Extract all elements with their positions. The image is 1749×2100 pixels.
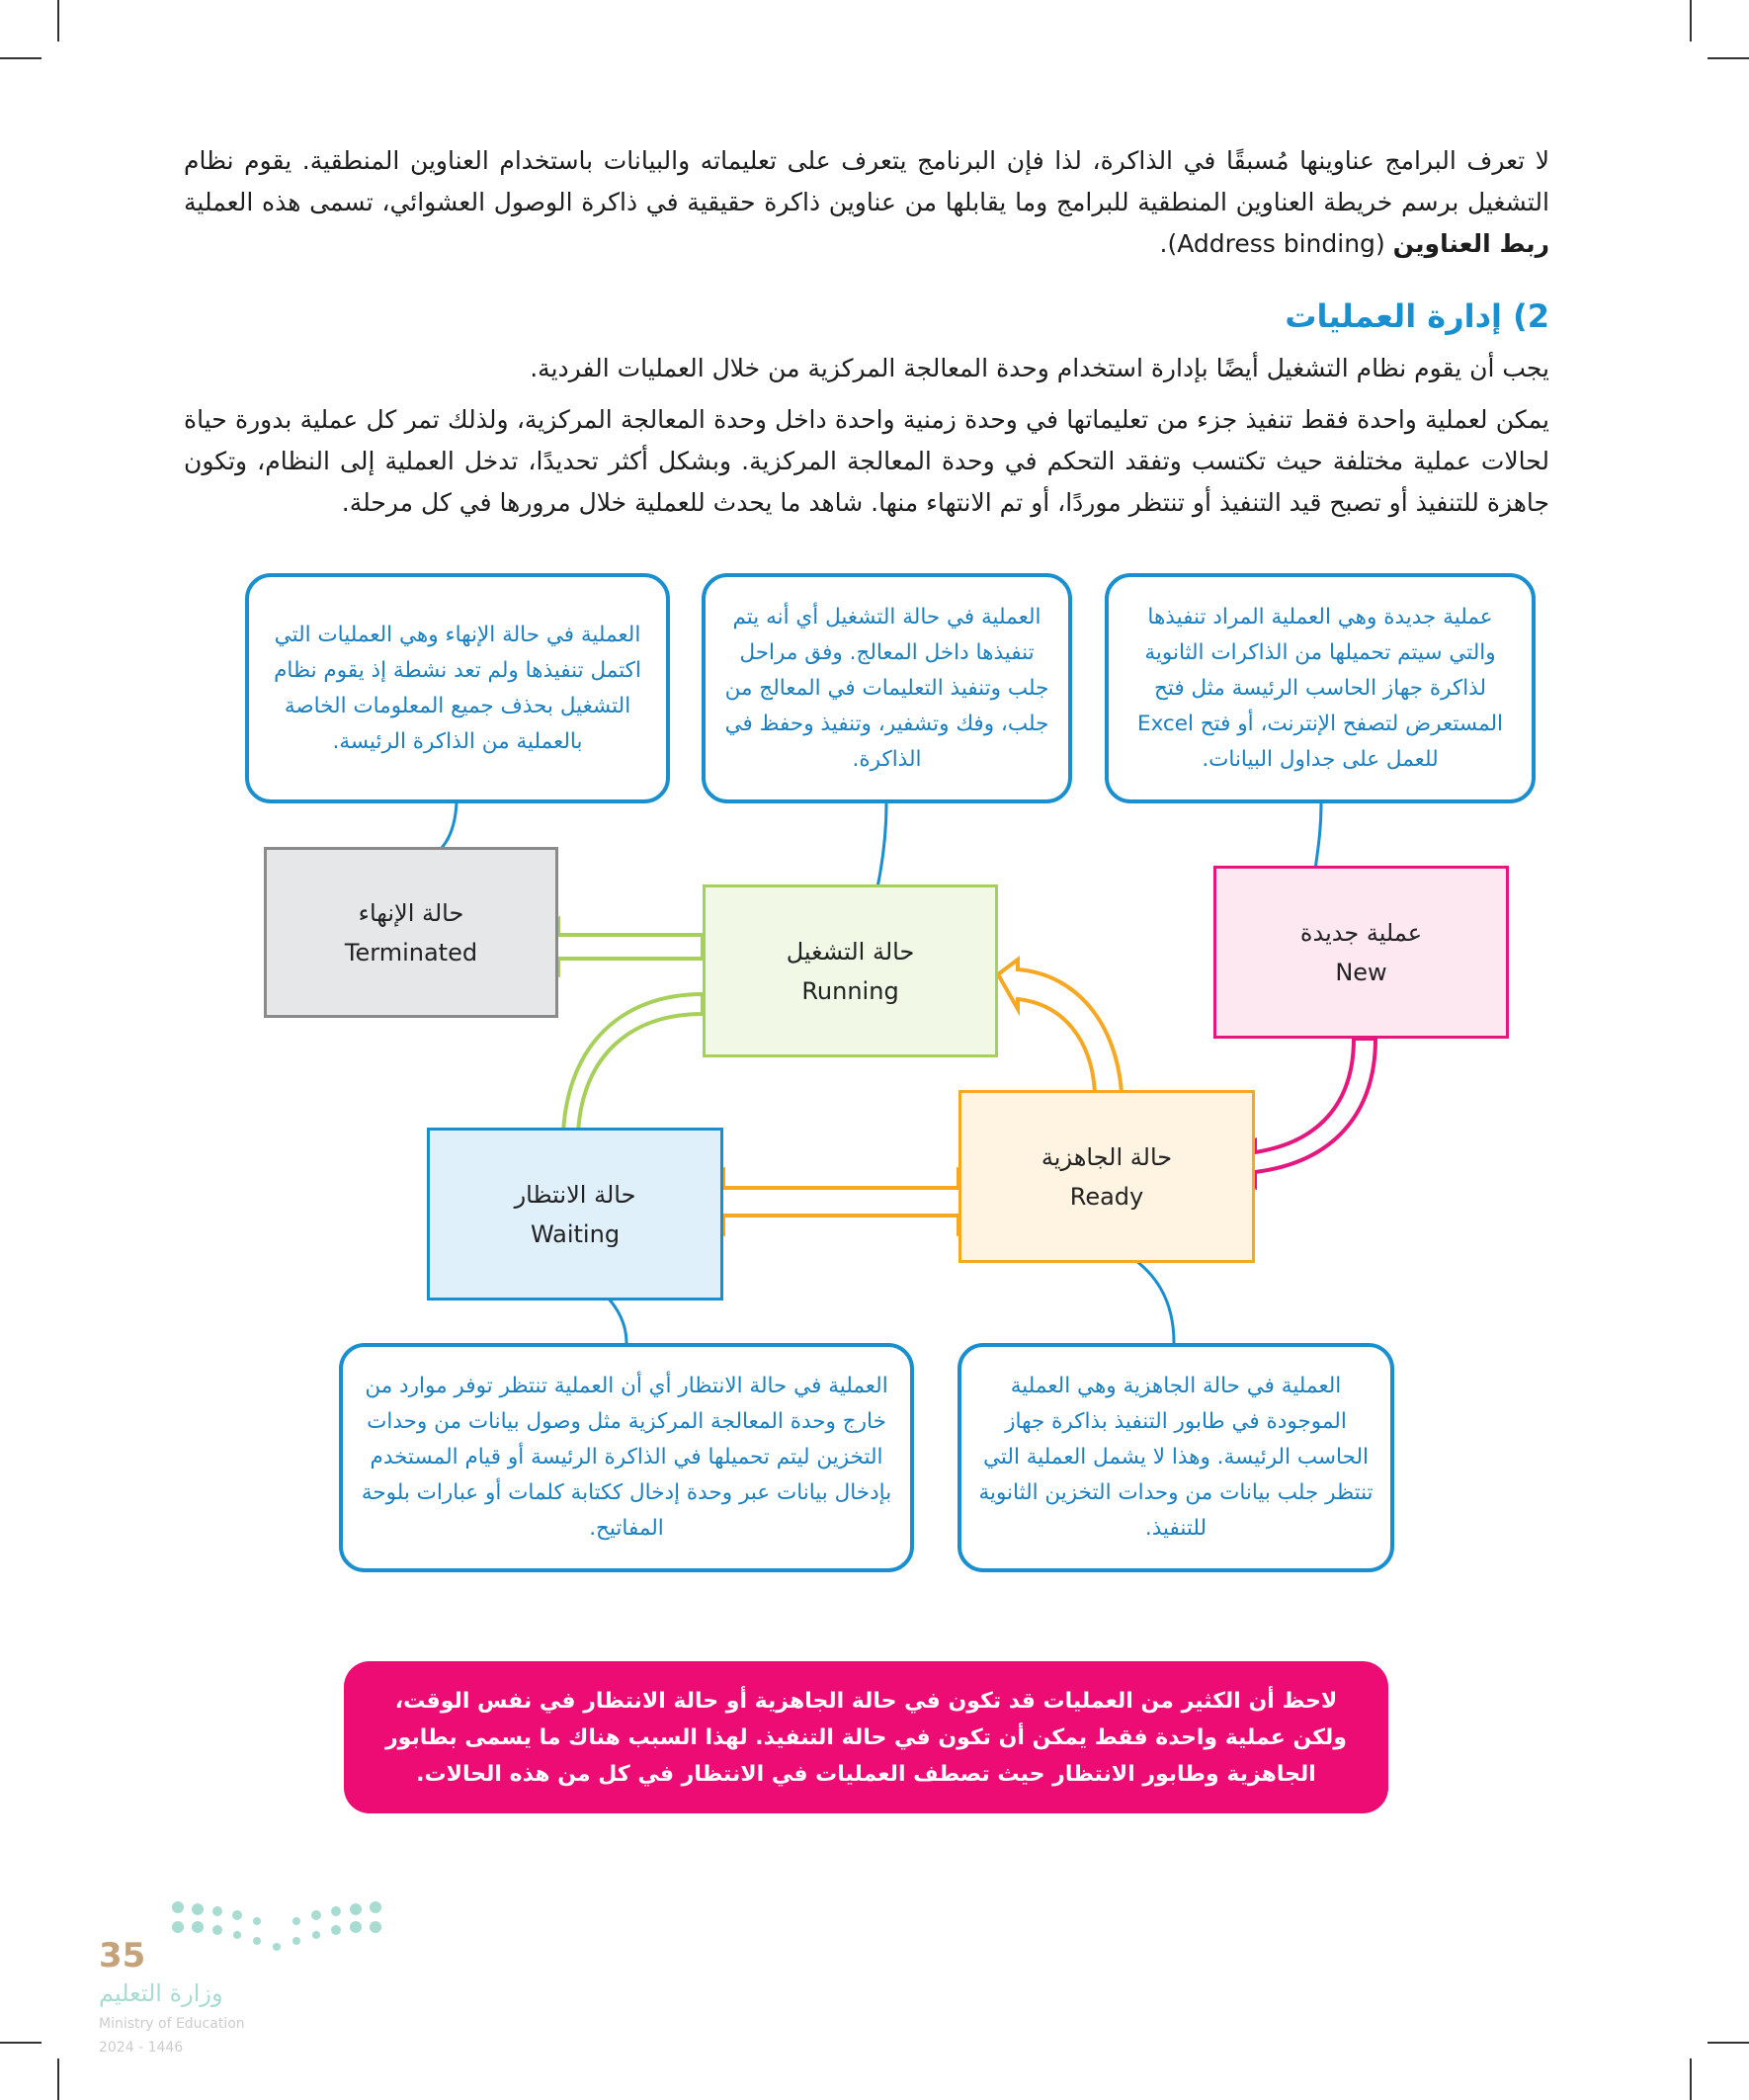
- state-terminated: [264, 847, 558, 1018]
- state-label-ar: حالة الجاهزية: [1041, 1142, 1173, 1171]
- state-label-ar: حالة الانتظار: [514, 1180, 636, 1209]
- state-label-ar: عملية جديدة: [1299, 918, 1423, 947]
- section-heading: 2) إدارة العمليات: [1285, 297, 1549, 335]
- callout-terminated: العملية في حالة الإنهاء وهي العمليات التي اكتمل تنفيذها ولم تعد نشطة إذ يقوم نظام التشغيل بحذف جميع المعلومات الخاصة بالعملية من الذاكرة الرئيسة.: [245, 573, 670, 803]
- crop-mark: [57, 0, 59, 42]
- state-label-en: Running: [801, 976, 899, 1005]
- footer-logo: [99, 1897, 356, 2085]
- process-state-diagram: [0, 573, 1749, 1828]
- text-section: [184, 0, 1549, 524]
- callout-running: العملية في حالة التشغيل أي أنه يتم تنفيذها داخل المعالج. وفق مراحل جلب وتنفيذ التعليمات في المعالج من جلب، وفك وتشفير، وتنفيذ وحفظ في الذاكرة.: [702, 573, 1072, 803]
- crop-mark: [1707, 57, 1749, 59]
- ministry-logo-icon: [168, 1897, 395, 1959]
- state-waiting: [427, 1128, 723, 1301]
- ministry-name-en: Ministry of Education: [99, 2016, 245, 2032]
- state-label-en: Terminated: [344, 938, 478, 966]
- state-label-ar: حالة التشغيل: [786, 937, 915, 966]
- year: 2024 - 1446: [99, 2040, 184, 2056]
- page-number: 35: [99, 1936, 146, 1975]
- intro-text: لا تعرف البرامج عناوينها مُسبقًا في الذاكرة، لذا فإن البرنامج يتعرف على تعليماته والبيانات باستخدام العناوين المنطقية. يقوم نظام التشغيل برسم خريطة العناوين المنطقية للبرامج وما يقابلها من عناوين ذاكرة حقيقية في ذاكرة الوصول العشوائي، تسمى هذه العملية: [184, 146, 1549, 216]
- ministry-name-ar: وزارة التعليم: [99, 1979, 223, 2007]
- callout-ready: العملية في حالة الجاهزية وهي العملية الموجودة في طابور التنفيذ بذاكرة جهاز الحاسب الرئيسة. وهذا لا يشمل العملية التي تنتظر جلب بيانات من وحدات التخزين الثانوية للتنفيذ.: [958, 1343, 1394, 1572]
- section-paragraph-1: يجب أن يقوم نظام التشغيل أيضًا بإدارة استخدام وحدة المعالجة المركزية من خلال العمليات الفردية.: [530, 354, 1549, 382]
- callout-waiting: العملية في حالة الانتظار أي أن العملية تنتظر توفر موارد من خارج وحدة المعالجة المركزية مثل وصول بيانات من وحدات التخزين ليتم تحميلها في الذاكرة الرئيسة أو قيام المستخدم بإدخال بيانات عبر وحدة إدخال ككتابة كلمات أو عبارات بلوحة المفاتيح.: [339, 1343, 914, 1572]
- state-label-en: New: [1335, 958, 1387, 986]
- intro-paragraph: [184, 140, 1549, 265]
- crop-mark: [1690, 0, 1692, 42]
- section-paragraph-2: يمكن لعملية واحدة فقط تنفيذ جزء من تعليماتها في وحدة زمنية واحدة داخل وحدة المعالجة المركزية، ولذلك تمر كل عملية بدورة حياة لحالات عملية مختلفة حيث تكتسب وتفقد التحكم في وحدة المعالجة المركزية. وبشكل أكثر تحديدًا، تدخل العملية إلى النظام، وتكون جاهزة للتنفيذ أو تصبح قيد التنفيذ أو تنتظر موردًا، أو تم الانتهاء منها. شاهد ما يحدث للعملية خلال مرورها في كل مرحلة.: [184, 405, 1549, 517]
- crop-mark: [0, 2042, 42, 2044]
- state-running: [703, 884, 998, 1057]
- address-binding-term: ربط العناوين: [1392, 229, 1549, 258]
- crop-mark: [1707, 2042, 1749, 2044]
- crop-mark: [0, 57, 42, 59]
- intro-text-end: (Address binding).: [1159, 229, 1385, 258]
- note-box: لاحظ أن الكثير من العمليات قد تكون في حالة الجاهزية أو حالة الانتظار في نفس الوقت، ولكن عملية واحدة فقط يمكن أن تكون في حالة التنفيذ. لهذا السبب هناك ما يسمى بطابور الجاهزية وطابور الانتظار حيث تصطف العمليات في الانتظار في كل من هذه الحالات.: [344, 1661, 1388, 1813]
- state-new: [1213, 866, 1509, 1039]
- callout-new: عملية جديدة وهي العملية المراد تنفيذها والتي سيتم تحميلها من الذاكرات الثانوية لذاكرة جهاز الحاسب الرئيسة مثل فتح المستعرض لتصفح الإنترنت، أو فتح Excel للعمل على جداول البيانات.: [1105, 573, 1536, 803]
- state-ready: [958, 1090, 1255, 1263]
- crop-mark: [1690, 2058, 1692, 2100]
- connector-ready: [1122, 1251, 1174, 1343]
- state-label-ar: حالة الإنهاء: [358, 898, 464, 927]
- state-label-en: Waiting: [530, 1219, 621, 1248]
- state-label-en: Ready: [1069, 1182, 1144, 1211]
- crop-mark: [57, 2058, 59, 2100]
